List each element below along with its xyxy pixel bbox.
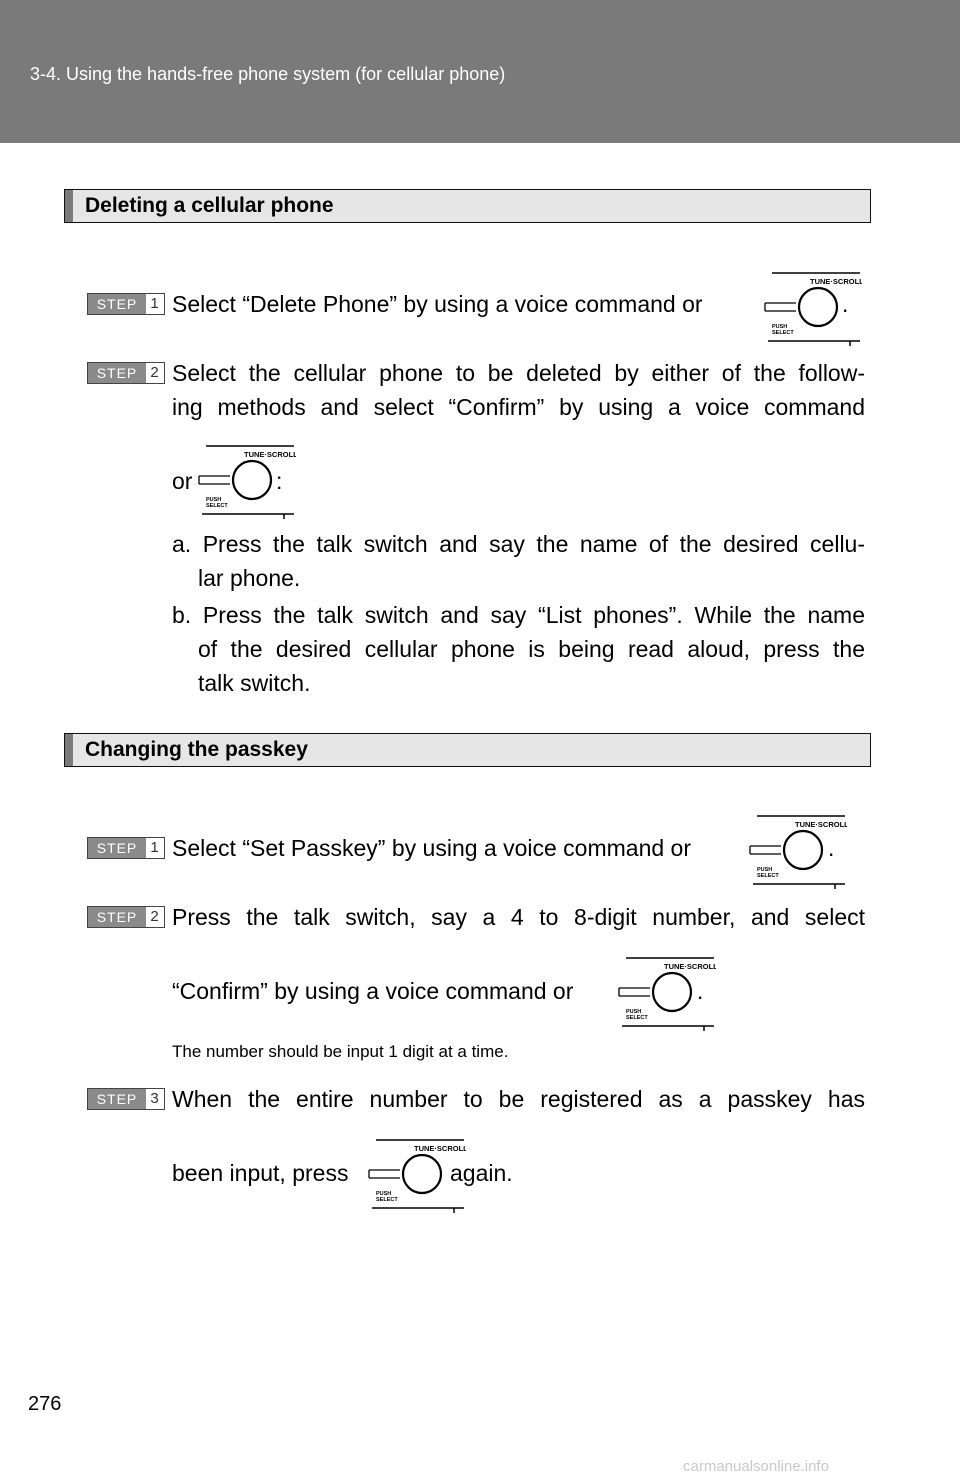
step-text: Select the cellular phone to be deleted by either of the follow- <box>172 360 865 386</box>
step-text: Select “Delete Phone” by using a voice command or <box>172 291 703 317</box>
page-header <box>0 0 960 143</box>
section-title: Changing the passkey <box>85 738 308 761</box>
step-badge: STEP 2 <box>87 906 165 928</box>
step-badge: STEP 3 <box>87 1088 165 1110</box>
list-item: b. Press the talk switch and say “List phones”. While the name <box>172 602 865 628</box>
page-number: 276 <box>28 1393 62 1415</box>
header-title: 3-4. Using the hands-free phone system (for cellular phone) <box>30 64 506 84</box>
list-item: a. Press the talk switch and say the name of the desired cellu- <box>172 531 865 557</box>
note-text: The number should be input 1 digit at a time. <box>172 1042 509 1061</box>
step-text: Press the talk switch, say a 4 to 8-digit number, and select <box>172 904 865 930</box>
section-heading-passkey <box>64 733 871 767</box>
step-badge: STEP 1 <box>87 837 165 859</box>
step-badge: STEP 2 <box>87 362 165 384</box>
step-text: Select “Set Passkey” by using a voice command or <box>172 835 692 861</box>
step-badge: STEP 1 <box>87 293 165 315</box>
watermark: carmanualsonline.info <box>683 1458 829 1475</box>
section-title: Deleting a cellular phone <box>85 194 334 217</box>
step-text: When the entire number to be registered as a passkey has <box>172 1086 865 1112</box>
section-heading-deleting <box>64 189 871 223</box>
step-text: ing methods and select “Confirm” by using a voice command <box>172 394 865 420</box>
